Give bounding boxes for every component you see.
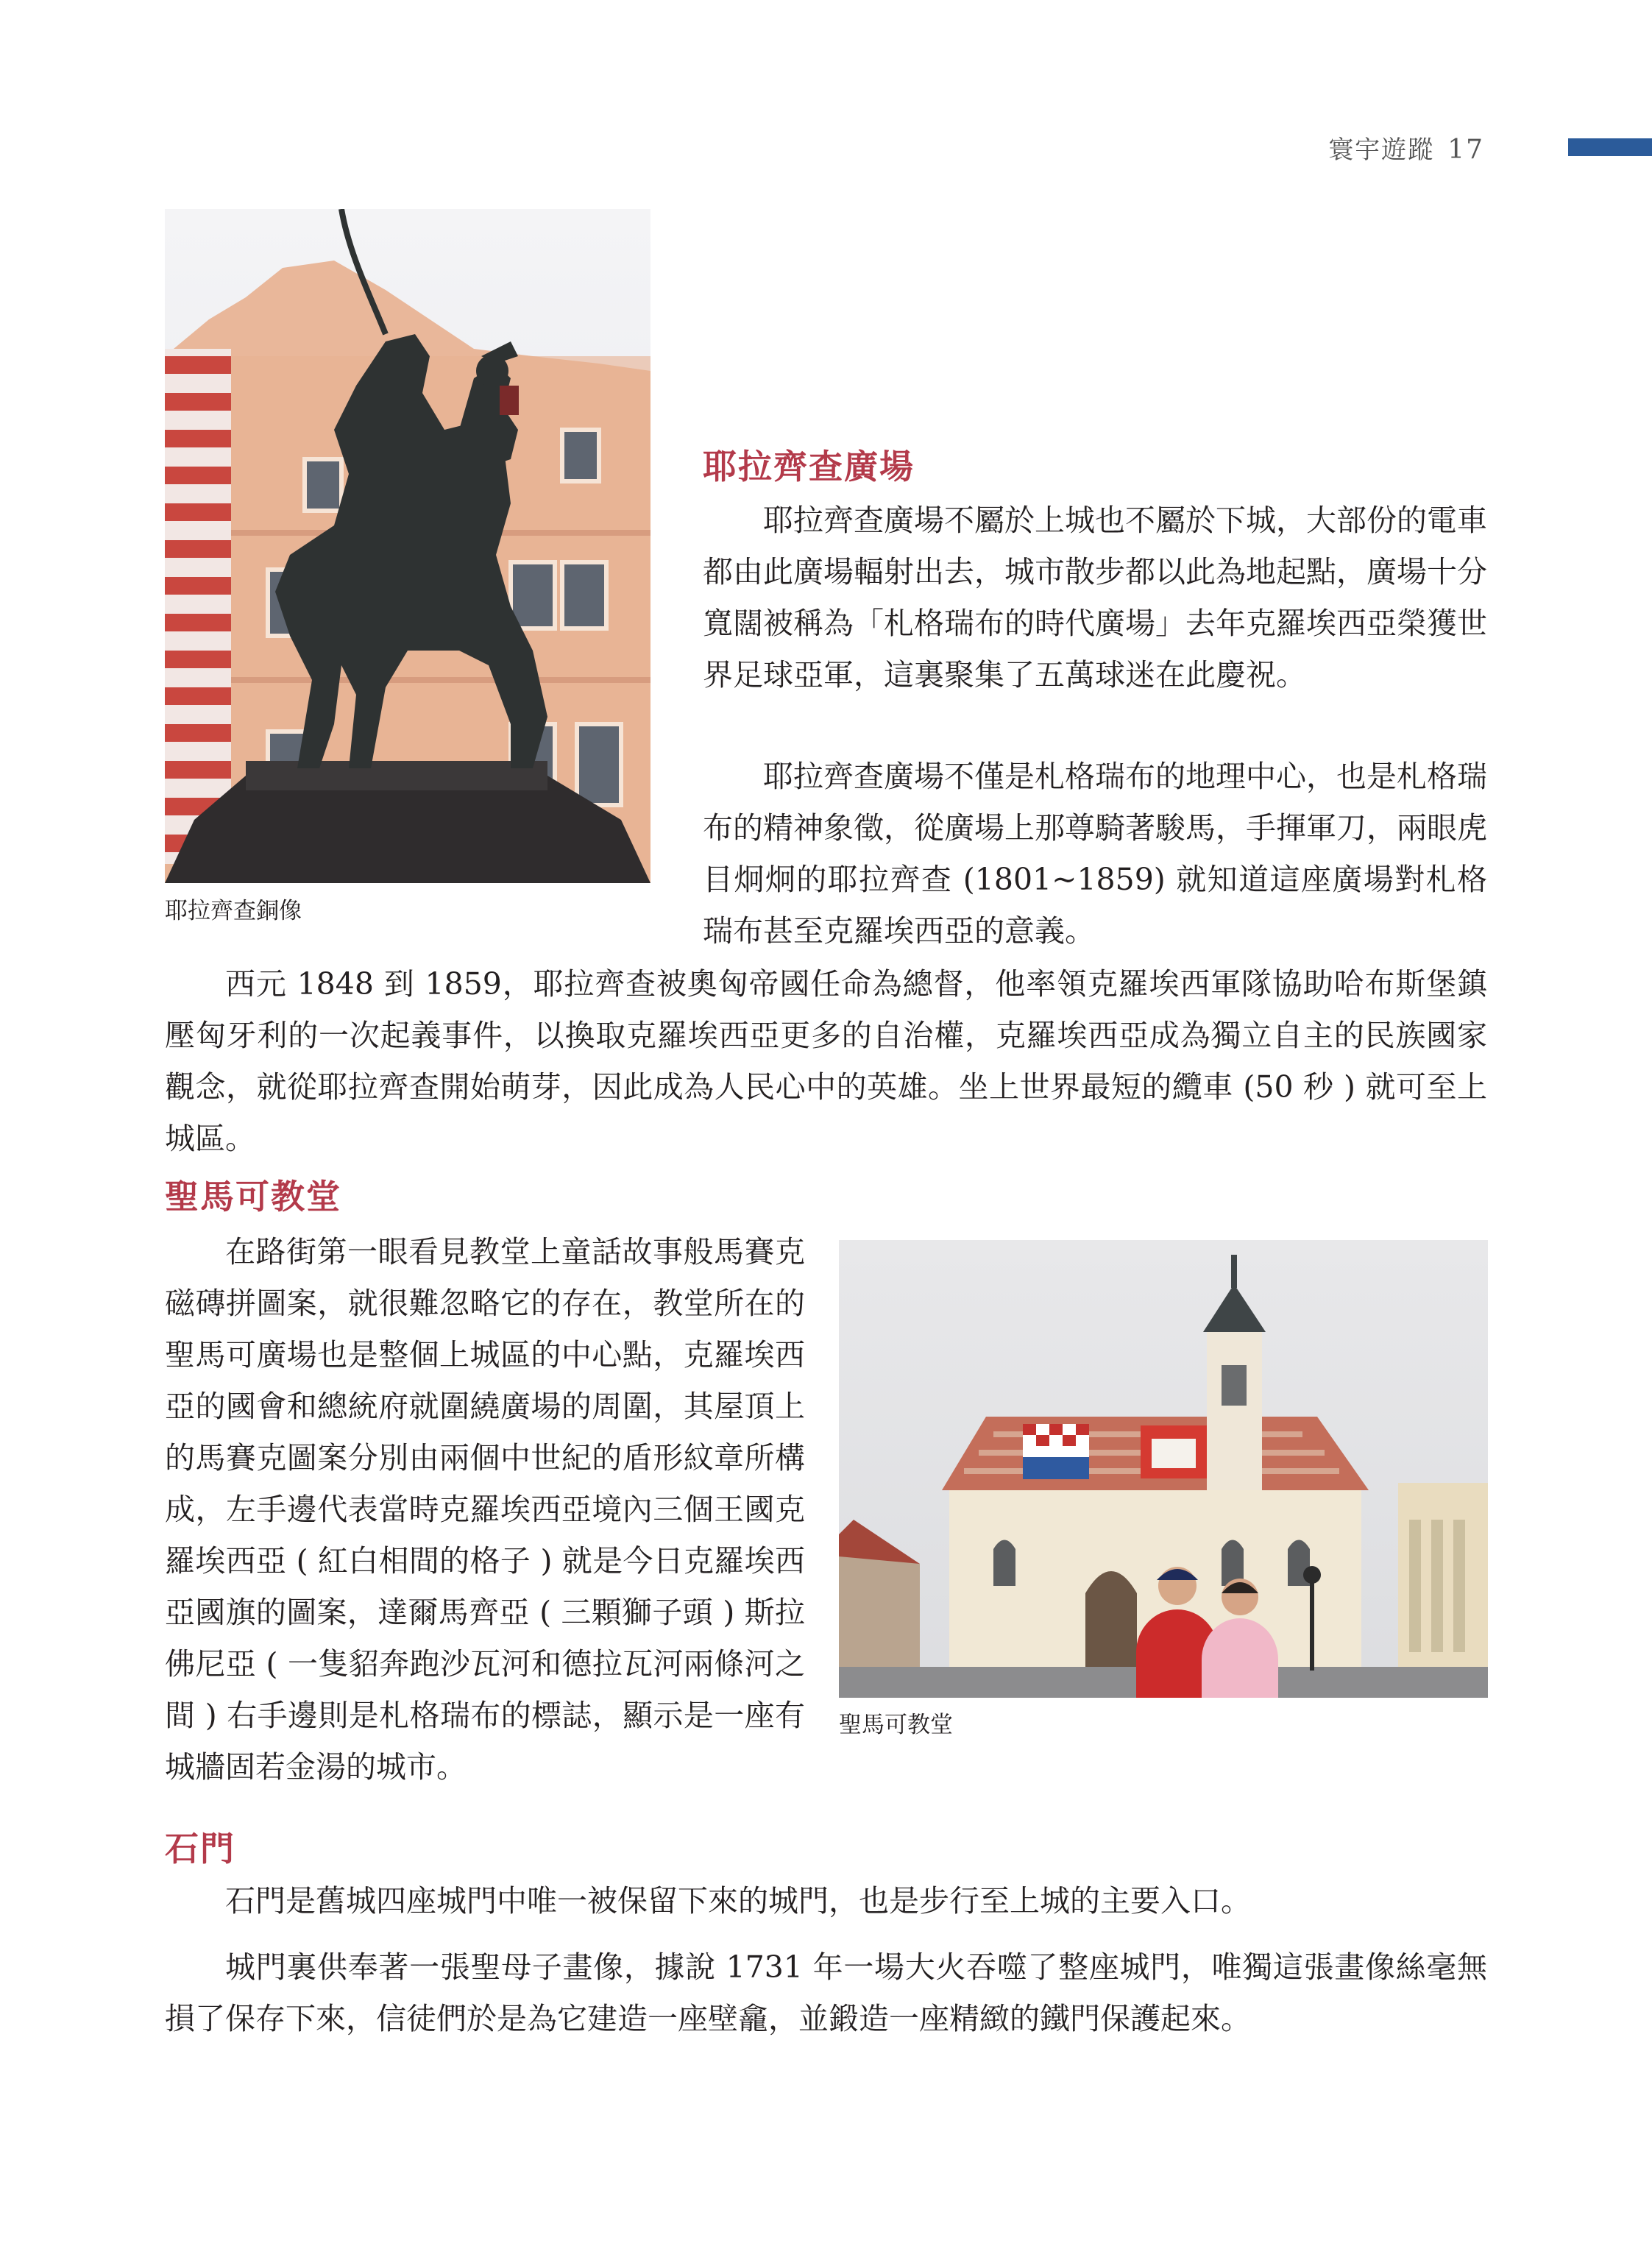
jelacic-history-paragraph: 西元 1848 到 1859，耶拉齊查被奧匈帝國任命為總督，他率領克羅埃西軍隊協助哈布斯堡鎮壓匈牙利的一次起義事件，以換取克羅埃西亞更多的自治權，克羅埃西亞成為獨立自主的民族國家觀念，就從耶拉齊查開始萌芽，因此成為人民心中的英雄。坐上世界最短的纜車 (50 秒 ) 就可至上城區。 [165,966,1487,1156]
statue-photo [165,209,650,883]
jelacic-paragraph-1: 耶拉齊查廣場不屬於上城也不屬於下城，大部份的電車都由此廣場輻射出去，城市散步都以此為地起點，廣場十分寬闊被稱為「札格瑞布的時代廣場」去年克羅埃西亞榮獲世界足球亞軍，這裏聚集了五萬球迷在此慶祝。 [703,503,1487,692]
header-accent-bar [1568,138,1652,156]
page-number: 17 [1447,135,1484,165]
st-mark-church-photo-caption: 聖馬可教堂 [839,1712,953,1738]
stone-gate-paragraph-2: 城門裏供奉著一張聖母子畫像，據說 1731 年一場大火吞噬了整座城門，唯獨這張畫像絲毫無損了保存下來，信徒們於是為它建造一座壁龕，並鍛造一座精緻的鐵門保護起來。 [165,1949,1487,2036]
running-header [1328,130,1484,166]
statue-photo-caption: 耶拉齊查銅像 [165,898,302,924]
stone-gate-paragraph-1: 石門是舊城四座城門中唯一被保留下來的城門，也是步行至上城的主要入口。 [225,1883,1251,1919]
header-title: 寰宇遊蹤 [1328,135,1435,165]
st-mark-church-photo [839,1240,1488,1698]
section-heading-st-mark-church: 聖馬可教堂 [165,1177,341,1216]
section-heading-jelacic-square: 耶拉齊查廣場 [703,447,915,486]
st-mark-paragraph: 在路街第一眼看見教堂上童話故事般馬賽克磁磚拼圖案，就很難忽略它的存在，教堂所在的聖馬可廣場也是整個上城區的中心點，克羅埃西亞的國會和總統府就圍繞廣場的周圍，其屋頂上的馬賽克圖案分別由兩個中世紀的盾形紋章所構成，左手邊代表當時克羅埃西亞境內三個王國克羅埃西亞 ( 紅白相間的格子 ) 就是今日克羅埃西亞國旗的圖案，達爾馬齊亞 ( 三顆獅子頭 ) 斯拉佛尼亞 ( 一隻貂奔跑沙瓦河和德拉瓦河兩條河之間 ) 右手邊則是札格瑞布的標誌，顯示是一座有城牆固若金湯的城市。 [165,1234,805,1785]
section-heading-stone-gate: 石門 [165,1829,235,1868]
jelacic-paragraph-2: 耶拉齊查廣場不僅是札格瑞布的地理中心，也是札格瑞布的精神象徵，從廣場上那尊騎著駿馬，手揮軍刀，兩眼虎目炯炯的耶拉齊查 (1801~1859) 就知道這座廣場對札格瑞布甚至克羅埃西亞的意義。 [703,759,1487,949]
